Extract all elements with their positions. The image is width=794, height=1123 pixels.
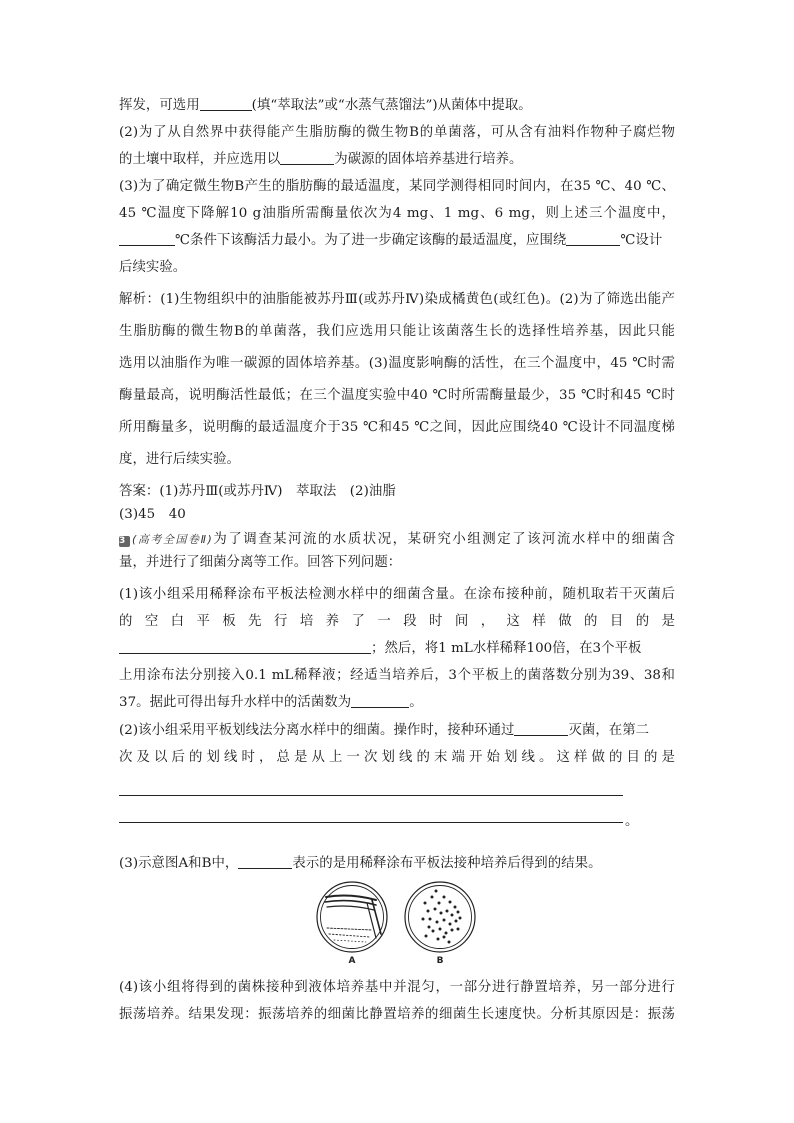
colony-dot [427,910,430,913]
colony-dot [443,919,446,922]
answer-line: 答案：(1)苏丹Ⅲ(或苏丹Ⅳ) 萃取法 (2)油脂 [119,484,396,499]
explanation-line: 选用以油脂作为唯一碳源的固体培养基。(3)温度影响酶的活性，在三个温度中，45 ℃时需 [119,356,675,371]
explanation-line: 解析：(1)生物组织中的油脂能被苏丹Ⅲ(或苏丹Ⅳ)染成橘黄色(或红色)。(2)为了筛选出能产 [119,292,675,307]
dish-b-label: B [436,956,444,966]
question-line: 振荡培养。结果发现：振荡培养的细菌比静置培养的细菌生长速度快。分析其原因是：振荡 [119,1007,675,1022]
colony-dot [439,928,442,931]
explanation-line: 所用酶量多，说明酶的最适温度介于35 ℃和45 ℃之间，因此应围绕40 ℃设计不同温度梯 [119,420,675,435]
streak-line [329,934,370,937]
question-line: (1)该小组采用稀释涂布平板法检测水样中的细菌含量。在涂布接种前，随机取若干灭菌后 [119,587,675,602]
question-number-badge: 3 [119,536,130,547]
colony-dot [438,902,441,905]
question-line: 挥发，可选用 (填“萃取法”或“水蒸气蒸馏法”)从菌体中提取。 [119,98,532,113]
colony-dot [448,941,451,944]
colony-dot [457,911,460,914]
colony-dot [449,901,452,904]
colony-dot [429,918,432,921]
question-line: (2)该小组采用平板划线法分离水样中的细菌。操作时，接种环通过 灭菌，在第二 [119,723,650,738]
colony-dot [424,902,427,905]
streak-lines [325,896,381,942]
explanation-line: 度，进行后续实验。 [119,452,240,467]
colony-dot [443,896,446,899]
question-line: 37。据此可得出每升水样中的活菌数为 。 [119,695,423,710]
question-line: (2)为了从自然界中获得能产生脂肪酶的微生物B的单菌落，可从含有油料作物种子腐烂物 [119,125,675,140]
question-line: ；然后，将1 mL水样稀释100倍，在3个平板 [119,639,675,659]
line-end-period: 。 [625,814,639,829]
colony-dot [425,935,428,938]
streak-line [326,896,376,900]
dish-a [317,882,387,952]
question-line: 量，并进行了细菌分离等工作。回答下列问题： [119,555,402,570]
colony-dot [440,912,443,915]
colony-dot [431,896,434,899]
colonies [422,890,462,944]
question-3-header: 3 (高考全国卷Ⅱ)为了调查某河流的水质状况，某研究小组测定了该河流水样中的细菌含 [119,532,675,547]
colony-dot [434,908,437,911]
colony-dot [437,938,440,941]
streak-line [334,940,366,942]
colony-dot [451,914,454,917]
colony-dot [449,923,452,926]
question-line: 45 ℃温度下降解10 g油脂所需酶量依次为4 mg、1 mg、6 mg，则上述三个温度中， [119,206,675,221]
dish-b-outer-rim [405,882,475,952]
dish-b-inner-rim [409,886,472,949]
explanation-line: 酶量最高，说明酶活性最低；在三个温度实验中40 ℃时所需酶量最少，35 ℃时和45 ℃时 [119,388,675,403]
colony-dot [445,932,448,935]
colony-dot [446,910,449,913]
colony-dot [457,928,460,931]
explanation-line: 生脂肪酶的微生物B的单菌落，我们应选用只能让该菌落生长的选择性培养基，因此只能 [119,324,675,339]
colony-dot [422,918,425,921]
streak-line [327,906,374,910]
question-line: (3)为了确定微生物B产生的脂肪酶的最适温度，某同学测得相同时间内，在35 ℃、40 ℃、 [119,179,675,194]
streak-line [327,928,372,930]
colony-dot [435,890,438,893]
question-line: 的土壤中取样，并应选用以 为碳源的固体培养基进行培养。 [119,152,523,167]
dish-b [405,882,475,952]
colony-dot [428,926,431,929]
question-line: (3)示意图A和B中， 表示的是用稀释涂布平板法接种培养后得到的结果。 [119,856,602,871]
colony-dot [436,921,439,924]
question-line: (4)该小组将得到的菌株接种到液体培养基中并混匀，一部分进行静置培养，另一部分进行 [119,980,675,995]
question-line: 后续实验。 [119,260,187,275]
answer-line: (3)45 40 [119,507,186,522]
question-line: 的空白平板先行培养了一段时间，这样做的目的是 [119,614,675,629]
colony-dot [454,906,457,909]
colony-dot [443,936,446,939]
colony-dot [432,930,435,933]
streak-line [325,901,376,905]
question-line: 上用涂布法分别接入0.1 mL稀释液；经适当培养后，3个平板上的菌落数分别为39、38和 [119,668,675,683]
question-line: 次及以后的划线时，总是从上一次划线的末端开始划线。这样做的目的是 [119,750,675,765]
dish-a-label: A [348,956,356,966]
question-line: ℃条件下该酶活力最小。为了进一步确定该酶的最适温度，应围绕 ℃设计 [119,231,675,251]
question-source: (高考全国卷Ⅱ) [132,533,212,546]
colony-dot [459,917,462,920]
colony-dot [451,929,454,932]
colony-dot [455,920,458,923]
